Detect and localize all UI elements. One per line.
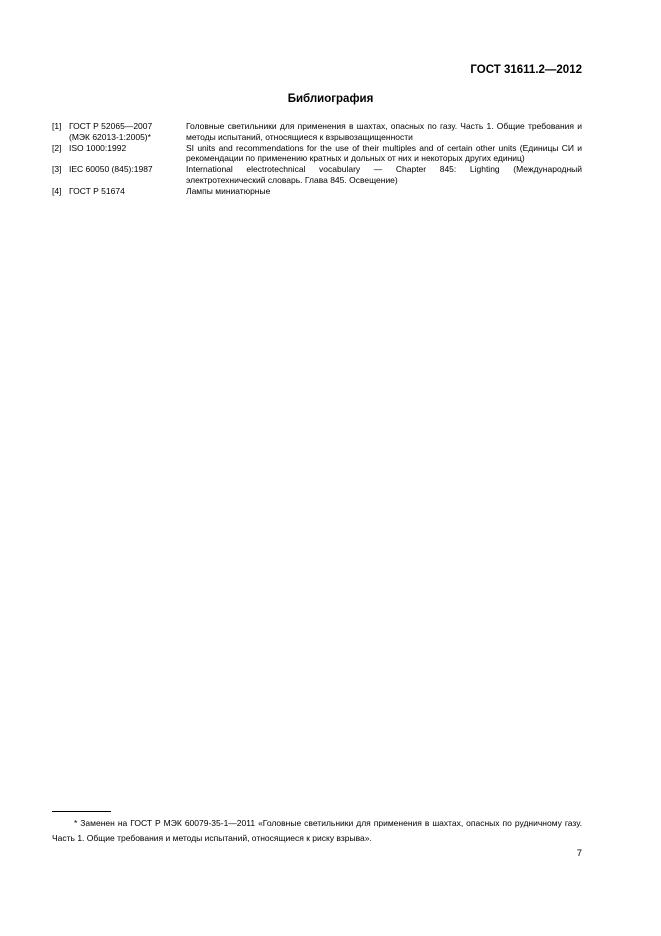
entry-title: Лампы миниатюрные <box>186 185 271 196</box>
entry-reference-line: ГОСТ Р 52065—2007 <box>69 121 153 131</box>
entry-number: [4] <box>52 185 62 196</box>
document-code: ГОСТ 31611.2—2012 <box>470 64 582 76</box>
entry-reference-line: IEC 60050 (845):1987 <box>69 164 153 175</box>
entry-number: [1] <box>52 121 62 131</box>
entry-reference-line: ISO 1000:1992 <box>69 142 127 153</box>
entry-reference-line: (МЭК 62013-1:2005)* <box>69 131 151 142</box>
bibliography-entry <box>52 186 582 197</box>
entry-title: International electrotechnical vocabulary — Chapter 845: Lighting (Международный электротехнический словарь. Глава 845. Освещение) <box>186 164 582 185</box>
entry-reference <box>69 143 186 165</box>
entry-reference <box>69 121 186 143</box>
bibliography-list <box>52 121 582 197</box>
entry-reference-line: ГОСТ Р 51674 <box>69 185 125 196</box>
entry-number: [2] <box>52 142 62 153</box>
section-title: Библиография <box>287 93 374 105</box>
bibliography-entry <box>52 164 582 186</box>
entry-reference <box>69 186 186 197</box>
entry-number: [3] <box>52 164 62 175</box>
bibliography-entry <box>52 121 582 143</box>
entry-reference <box>69 164 186 186</box>
page-number: 7 <box>576 848 582 859</box>
bibliography-entry <box>52 143 582 165</box>
footnote-divider <box>52 811 111 812</box>
entry-title: SI units and recommendations for the use of their multiples and of certain other units (Единицы СИ и рекомендации по применению кратных и дольных от них и некоторых других единиц) <box>186 142 582 164</box>
entry-title: Головные светильники для применения в шахтах, опасных по газу. Часть 1. Общие требования и методы испытаний, относящиеся к взрывозащищенности <box>186 121 582 142</box>
footnote-text: * Заменен на ГОСТ Р МЭК 60079-35-1—2011 «Головные светильники для применения в шахтах, опасных по рудничному газу. Часть 1. Общие требования и методы испытаний, относящиеся к риску взрыва». <box>52 818 582 843</box>
